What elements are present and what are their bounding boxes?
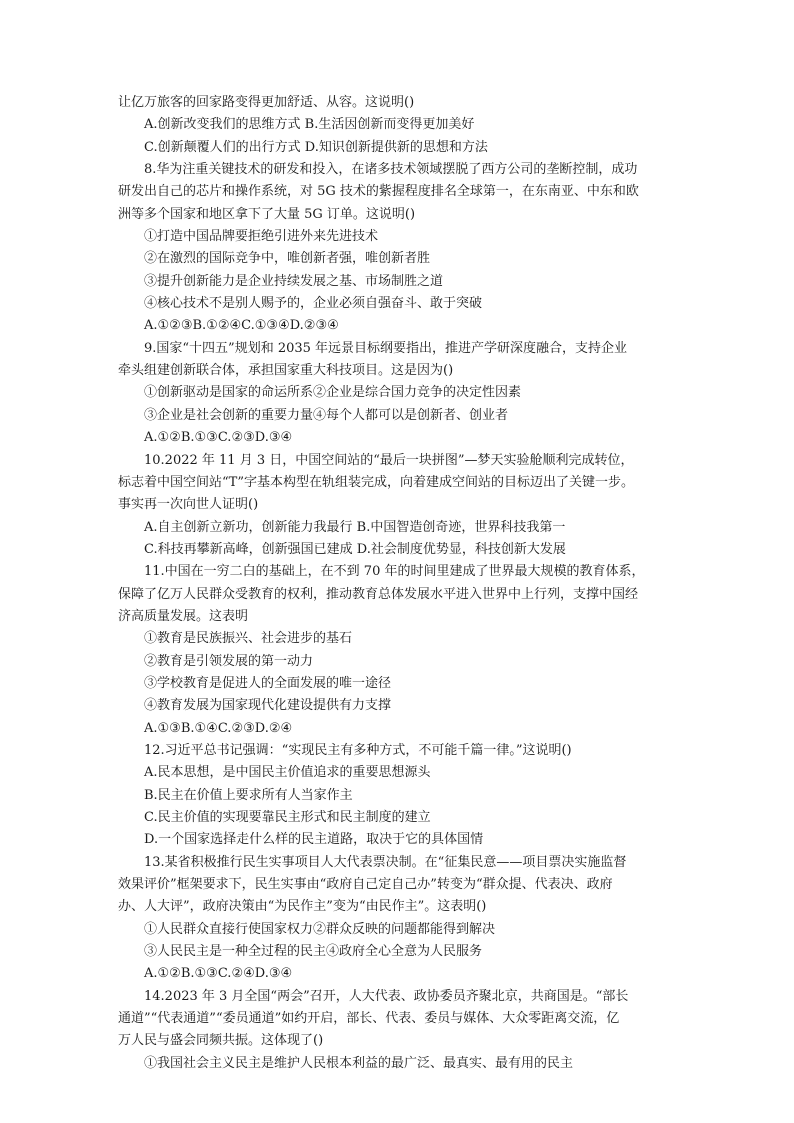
- text-line: 研发出自己的芯片和操作系统，对 5G 技术的紫握程度排名全球第一，在东南亚、中东和欧: [118, 184, 639, 200]
- text-line: D.一个国家选择走什么样的民主道路，取决于它的具体国情: [144, 832, 484, 848]
- text-line: ①打造中国品牌要拒绝引进外来先进技术: [144, 229, 379, 245]
- text-line: A.①②B.①③C.②④D.③④: [144, 966, 293, 982]
- text-line: 9.国家“十四五”规划和 2035 年远景目标纲要指出，推进产学研深度融合，支持企业: [144, 340, 628, 356]
- text-line: 效果评价”框架要求下，民生实事由“政府自己定自己办”转变为“群众提、代表决、政府: [118, 877, 613, 893]
- text-line: ④核心技术不是别人赐予的，企业必须自强奋斗、敢于突破: [144, 296, 483, 312]
- text-line: ①教育是民族振兴、社会进步的基石: [144, 631, 353, 647]
- text-line: 14.2023 年 3 月全国“两会”召开，人大代表、政协委员齐聚北京，共商国是。“部长: [144, 988, 629, 1004]
- text-line: ①我国社会主义民主是维护人民根本利益的最广泛、最真实、最有用的民主: [144, 1055, 574, 1071]
- text-line: 洲等多个国家和地区拿下了大量 5G 订单。这说明(): [118, 206, 416, 222]
- text-line: ①人民群众直接行使国家权力②群众反映的问题都能得到解决: [144, 921, 496, 937]
- text-line: 济高质量发展。这表明: [118, 608, 249, 624]
- text-line: 13.某省积极推行民生实事项目人大代表票决制。在“征集民意——项目票决实施监督: [144, 854, 627, 870]
- text-line: ④教育发展为国家现代化建设提供有力支撑: [144, 698, 392, 714]
- text-line: 8.华为注重关键技术的研发和投入，在诸多技术领域摆脱了西方公司的垄断控制，成功: [144, 162, 638, 178]
- text-line: C.民主价值的实现要靠民主形式和民主制度的建立: [144, 810, 431, 825]
- text-line: 标志着中国空间站“T”字基本构型在轨组装完成，向着建成空间站的目标迈出了关键一步。: [118, 474, 634, 490]
- text-line: B.民主在价值上要求所有人当家作主: [144, 787, 353, 803]
- text-line: 让亿万旅客的回家路变得更加舒适、从容。这说明(): [118, 95, 415, 110]
- text-line: A.创新改变我们的思维方式 B.生活因创新而变得更加美好: [144, 117, 475, 133]
- text-line: ③人民民主是一种全过程的民主④政府全心全意为人民服务: [144, 944, 483, 960]
- text-line: 万人民与盛会同频共振。这体现了(): [118, 1033, 324, 1049]
- text-line: A.①②③B.①②④C.①③④D.②③④: [144, 318, 339, 334]
- text-line: ③提升创新能力是企业持续发展之基、市场制胜之道: [144, 273, 444, 289]
- text-line: C.科技再攀新高峰，创新强国已建成 D.社会制度优势显，科技创新大发展: [144, 541, 566, 557]
- text-line: C.创新颠覆人们的出行方式 D.知识创新提供新的思想和方法: [144, 139, 488, 155]
- text-line: 通道”“代表通道”“委员通道”如约开启，部长、代表、委员与媒体、大众零距离交流，亿: [118, 1011, 620, 1027]
- text-line: ②在激烈的国际竞争中，唯创新者强，唯创新者胜: [144, 251, 431, 267]
- text-line: 办、人大评”，政府决策由“为民作主”变为“由民作主”。这表明(): [118, 899, 487, 915]
- text-line: ②教育是引领发展的第一动力: [144, 653, 314, 669]
- text-line: ③学校教育是促进人的全面发展的唯一途径: [144, 675, 392, 691]
- document-page: [118, 92, 678, 1075]
- text-line: 11.中国在一穷二白的基础上，在不到 70 年的时间里建成了世界最大规模的教育体系，: [144, 564, 645, 580]
- text-line: 牵头组建创新联合体，承担国家重大科技项目。这是因为(): [118, 363, 454, 379]
- text-line: 12.习近平总书记强调：“实现民主有多种方式，不可能千篇一律。”这说明(): [144, 742, 572, 758]
- text-line: 事实再一次向世人证明(): [118, 497, 259, 513]
- text-line: A.自主创新立新功，创新能力我最行 B.中国智造创奇迹，世界科技我第一: [144, 519, 566, 535]
- text-line: A.民本思想，是中国民主价值追求的重要思想源头: [144, 765, 431, 781]
- text-line: A.①③B.①④C.②③D.②④: [144, 720, 293, 736]
- text-line: ①创新驱动是国家的命运所系②企业是综合国力竞争的决定性因素: [144, 385, 522, 401]
- text-line: 保障了亿万人民群众受教育的权利，推动教育总体发展水平进入世界中上行列，支撑中国经: [118, 586, 639, 602]
- text-line: 10.2022 年 11 月 3 日，中国空间站的“最后一块拼图”—梦天实验舱顺利完成转位，: [144, 452, 634, 468]
- text-line: A.①②B.①③C.②③D.③④: [144, 430, 293, 446]
- text-line: ③企业是社会创新的重要力量④每个人都可以是创新者、创业者: [144, 407, 509, 423]
